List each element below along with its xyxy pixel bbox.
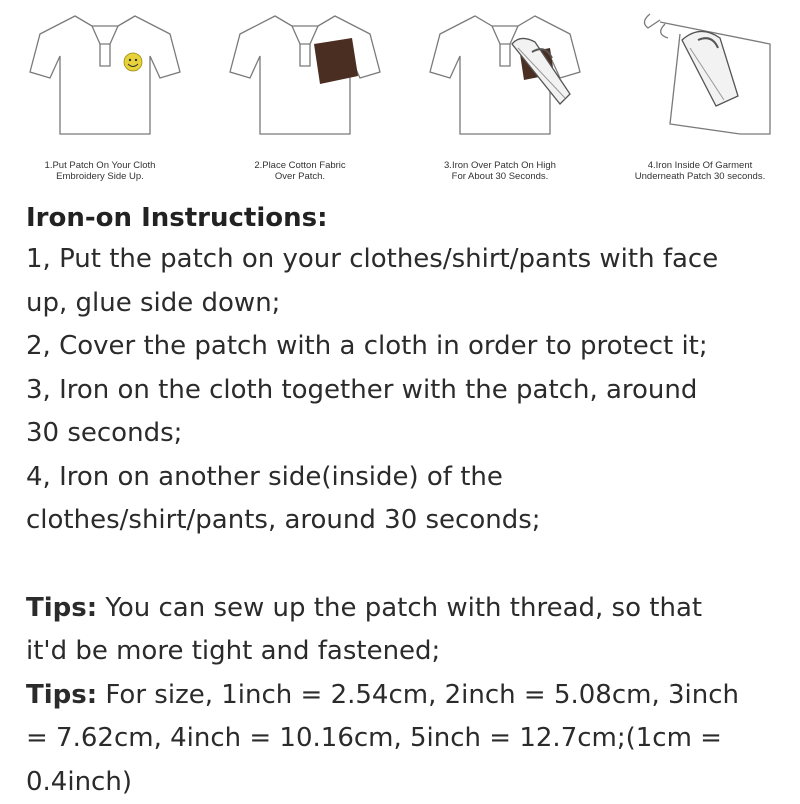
instruction-line: 2, Cover the patch with a cloth in order to protect it; [26, 325, 796, 369]
tip-line [26, 587, 796, 631]
instructions-heading: Iron-on Instructions: [26, 198, 796, 238]
tip-line: it'd be more tight and fastened; [26, 630, 796, 674]
instruction-line: clothes/shirt/pants, around 30 seconds; [26, 499, 796, 543]
step-1-caption [0, 160, 200, 182]
step-caption-line: Embroidery Side Up. [0, 171, 200, 182]
step-caption-line: 2.Place Cotton Fabric [200, 160, 400, 171]
instruction-line: 3, Iron on the cloth together with the patch, around [26, 369, 796, 413]
shirt-with-smiley-patch-icon [20, 4, 190, 154]
step-4 [600, 0, 800, 190]
step-caption-line: Underneath Patch 30 seconds. [600, 171, 800, 182]
instruction-line: 1, Put the patch on your clothes/shirt/pants with face [26, 238, 796, 282]
tips-label: Tips: [26, 680, 97, 710]
tip-line [26, 674, 796, 718]
instruction-line: up, glue side down; [26, 282, 796, 326]
tip-text: You can sew up the patch with thread, so that [97, 593, 702, 623]
tip-text: For size, 1inch = 2.54cm, 2inch = 5.08cm, 3inch [97, 680, 739, 710]
step-caption-line: 3.Iron Over Patch On High [400, 160, 600, 171]
step-4-caption [600, 160, 800, 182]
shirt-with-cloth-icon [220, 4, 390, 154]
spacer [26, 543, 796, 587]
iron-on-shirt-icon [420, 4, 590, 154]
instruction-line: 30 seconds; [26, 412, 796, 456]
tips-label: Tips: [26, 593, 97, 623]
step-3 [400, 0, 600, 190]
step-caption-line: Over Patch. [200, 171, 400, 182]
step-1 [0, 0, 200, 190]
instructions-block [26, 198, 796, 804]
step-caption-line: 1.Put Patch On Your Cloth [0, 160, 200, 171]
iron-inside-garment-icon [620, 4, 790, 154]
step-caption-line: For About 30 Seconds. [400, 171, 600, 182]
steps-illustration-row [0, 0, 800, 190]
step-3-caption [400, 160, 600, 182]
tip-line: = 7.62cm, 4inch = 10.16cm, 5inch = 12.7cm;(1cm = [26, 717, 796, 761]
step-caption-line: 4.Iron Inside Of Garment [600, 160, 800, 171]
tip-line: 0.4inch) [26, 761, 796, 804]
step-2 [200, 0, 400, 190]
instruction-line: 4, Iron on another side(inside) of the [26, 456, 796, 500]
step-2-caption [200, 160, 400, 182]
